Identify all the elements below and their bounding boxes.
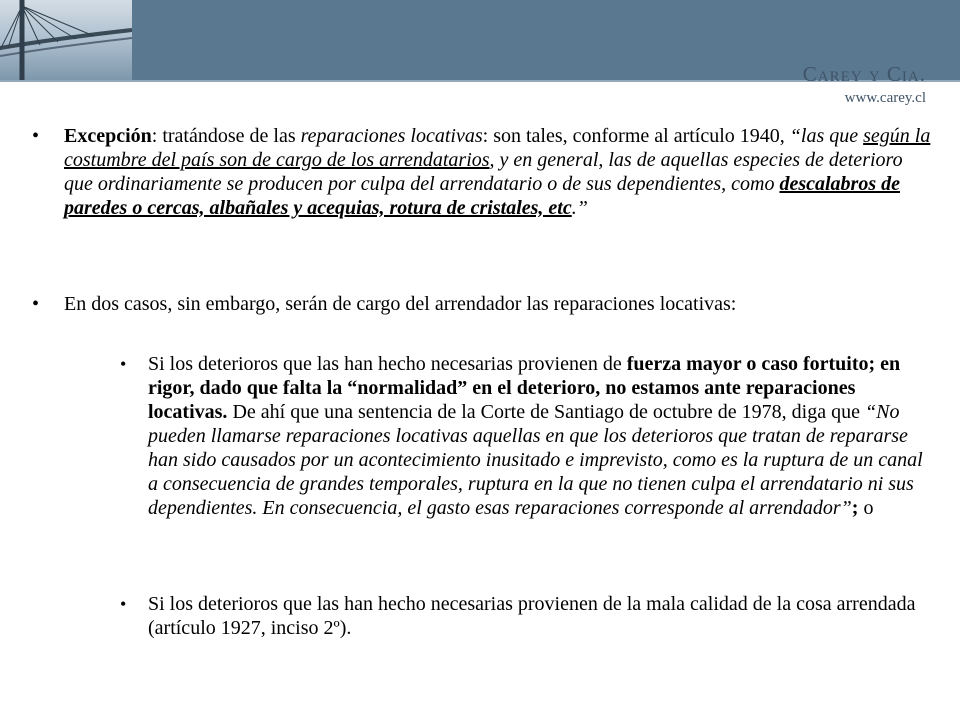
quote-close: .” — [571, 197, 588, 219]
sub-bullet-mala-calidad: Si los deterioros que las han hecho necesarias provienen de la mala calidad de la cosa arrendada (artículo 1927, inciso 2º). — [148, 593, 916, 639]
bold-semicolon: ; — [851, 497, 859, 519]
bullet-marker: • — [32, 293, 40, 315]
brand-url: www.carey.cl — [844, 90, 926, 106]
quote-emphasis: descalabros de paredes o cercas, albañales y acequias, rotura de cristales, etc — [64, 173, 900, 219]
italic-quote: “No pueden llamarse reparaciones locativas aquellas en que los deterioros que tratan de repararse han sido causados por un acontecimiento inusitado e imprevisto, como es la ruptura de un canal a consecuencia de grandes temporales, ruptura en la que no tienen culpa el arrendatario ni sus dependientes. En consecuencia, el gasto esas reparaciones corresponde al arrendador” — [148, 401, 923, 519]
sub-bullet-marker: • — [120, 594, 127, 614]
text-segment: Si los deterioros que las han hecho necesarias provienen de — [148, 353, 627, 375]
sub-bullet-marker: • — [120, 354, 127, 374]
text-segment: De ahí que una sentencia de la Corte de Santiago de octubre de 1978, diga que — [227, 401, 865, 423]
italic-term: reparaciones locativas — [300, 125, 483, 147]
bullet-marker: • — [32, 125, 40, 147]
brand-logo — [803, 62, 926, 108]
text-segment: : tratándose de las — [151, 125, 301, 147]
bold-lead: Excepción — [64, 125, 152, 147]
text-segment: : son tales, conforme al artículo 1940, — [482, 125, 790, 147]
bullet-dos-casos: En dos casos, sin embargo, serán de cargo del arrendador las reparaciones locativas: — [64, 293, 737, 315]
sub-bullet-fuerza-mayor — [148, 352, 928, 520]
bullet-excepcion — [64, 124, 934, 220]
quote-underlined: según la costumbre del país son de cargo de los arrendatarios — [64, 125, 931, 171]
brand-name: Carey y Cia. — [802, 62, 926, 86]
text-segment: o — [858, 497, 874, 519]
quote-open: “las que — [789, 125, 864, 147]
bridge-illustration-icon — [0, 0, 132, 80]
bridge-image — [0, 0, 132, 80]
quote-body: , y en general, las de aquellas especies de deterioro que ordinariamente se producen por culpa del arrendatario o de sus dependientes, como — [64, 149, 903, 195]
bold-segment: fuerza mayor o caso fortuito; en rigor, dado que falta la “normalidad” en el deterioro, no estamos ante reparaciones locativas. — [148, 353, 901, 423]
